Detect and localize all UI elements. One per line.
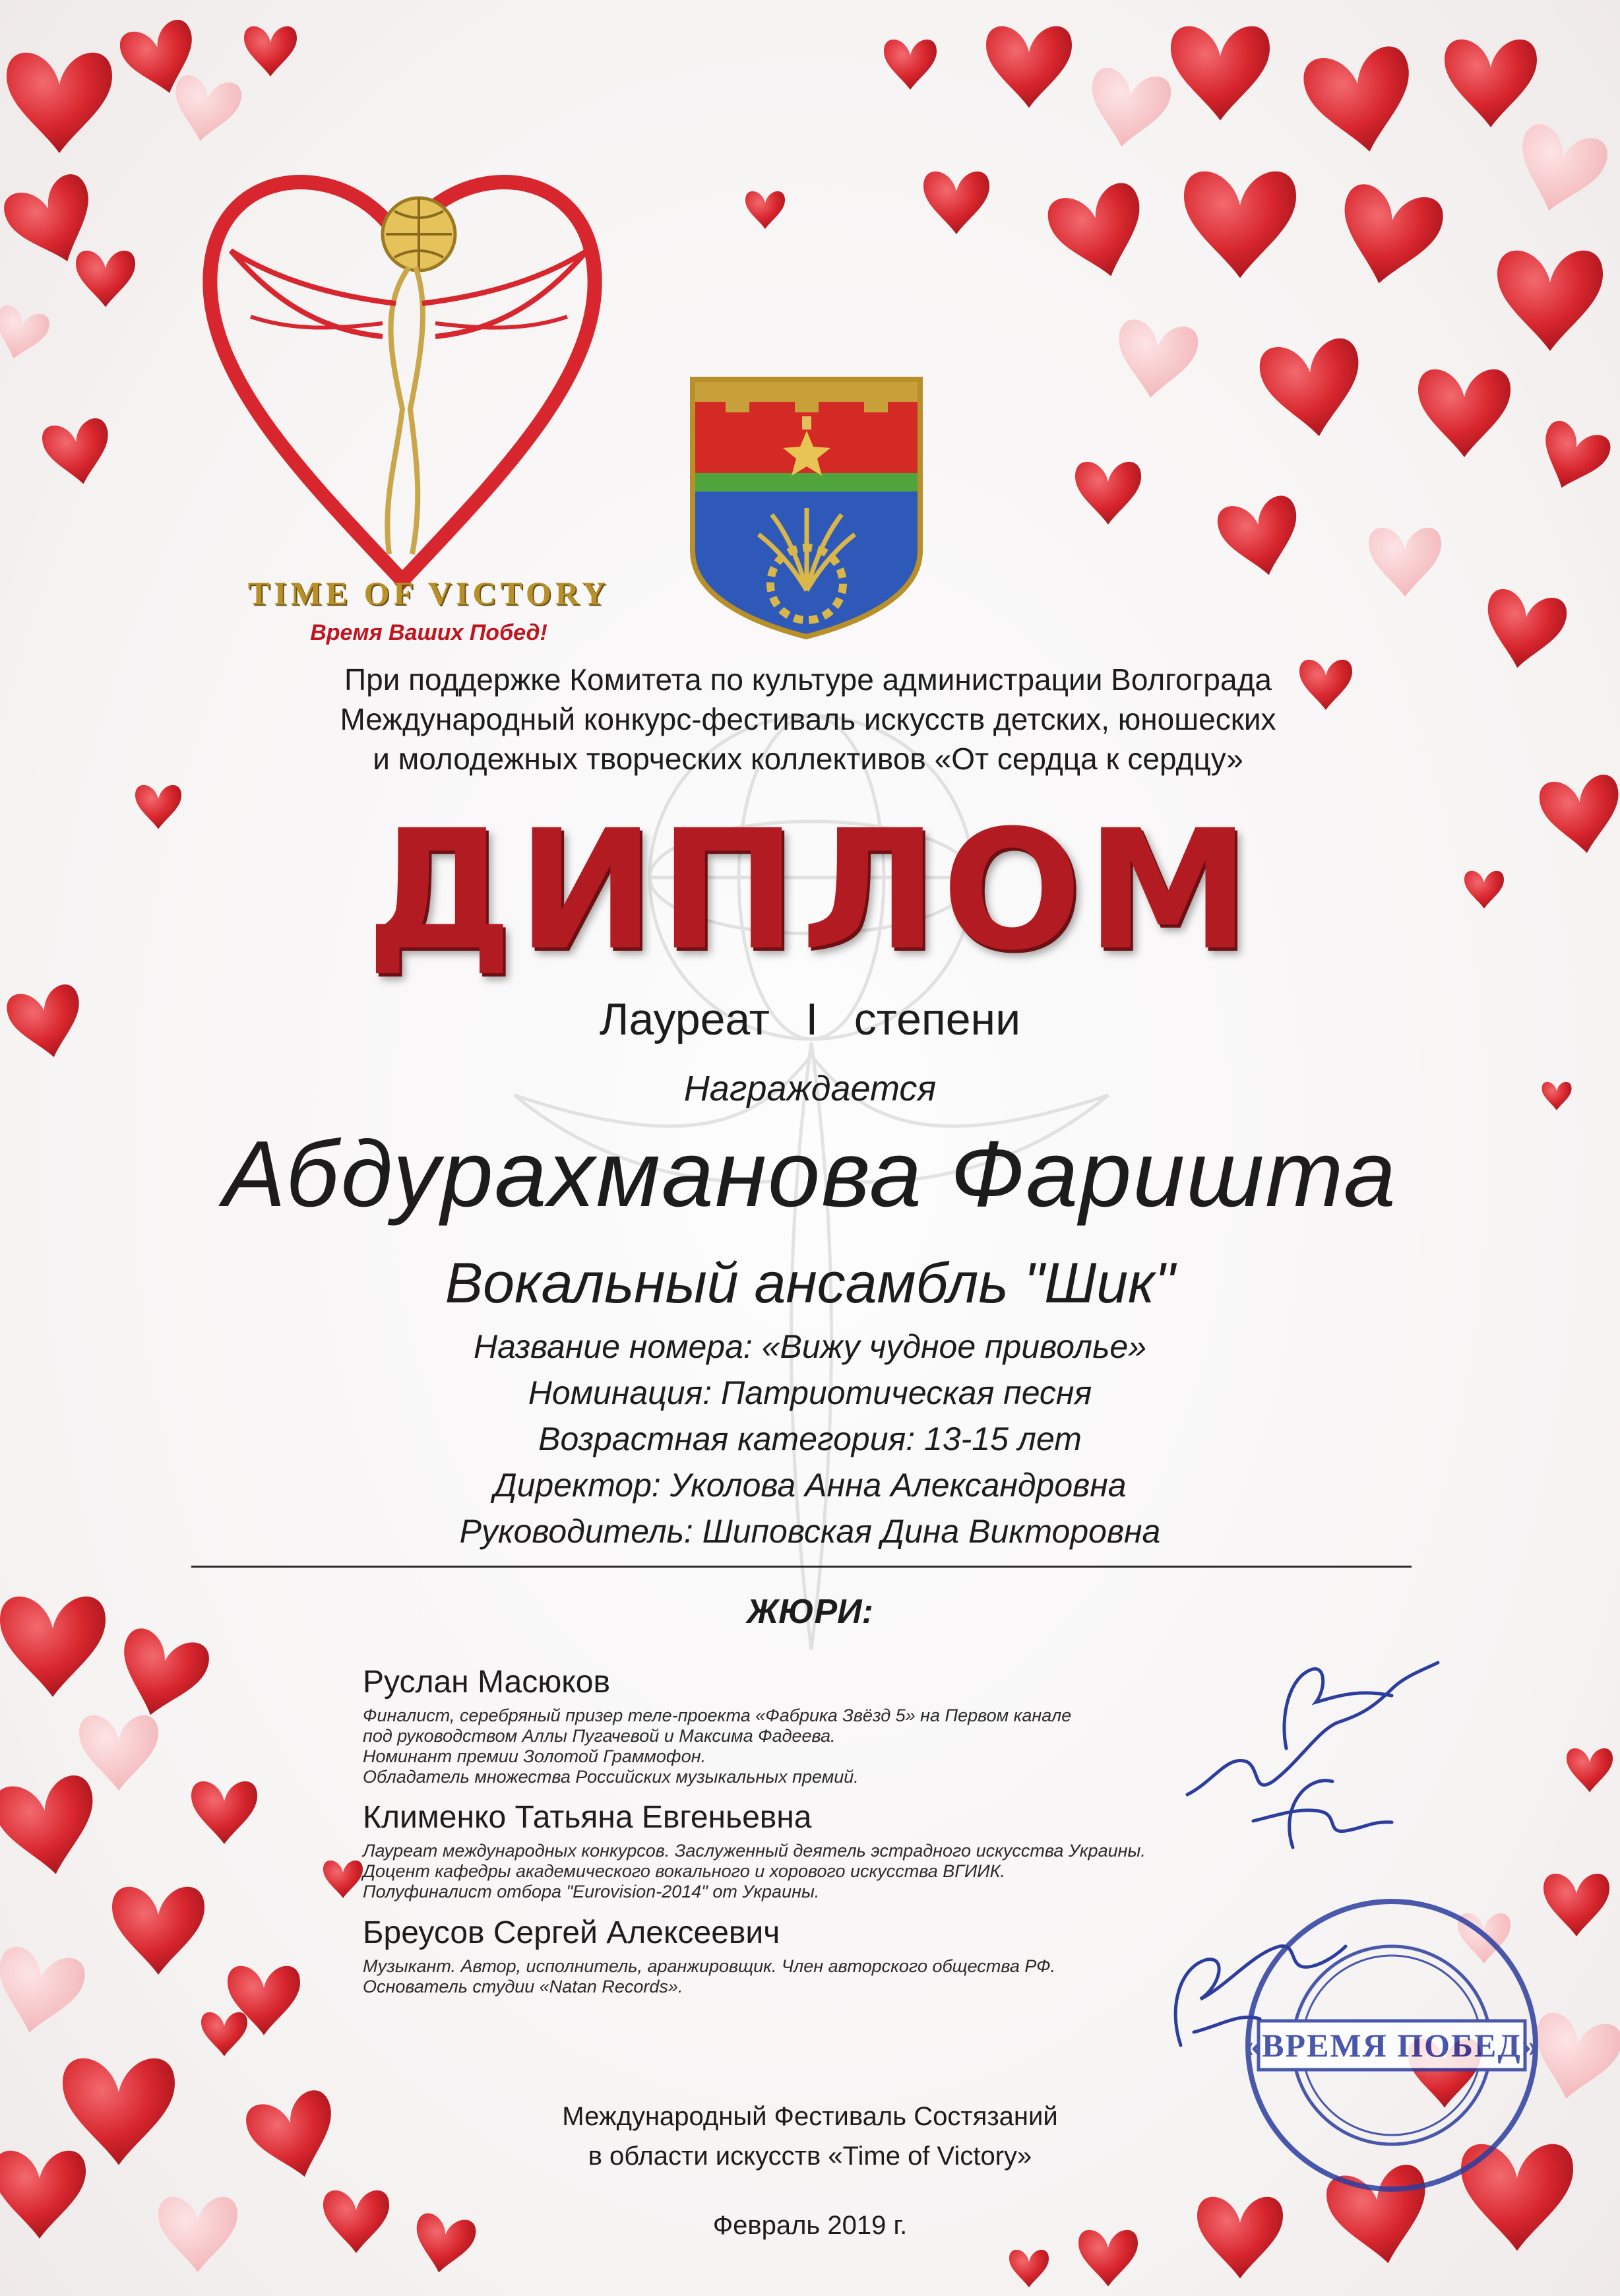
desc-line: Лауреат международных конкурсов. Заслуженный деятель эстрадного искусства Украины.: [363, 1841, 1146, 1861]
header-line: и молодежных творческих коллективов «От сердца к сердцу»: [373, 742, 1243, 776]
jury-member-name: Бреусов Сергей Алексеевич: [363, 1915, 780, 1950]
coat-of-arms-icon: [686, 373, 927, 643]
degree-number: I: [805, 994, 819, 1044]
laureate-degree: [0, 993, 1620, 1046]
time-of-victory-logo: [185, 132, 620, 660]
laureate-label: Лауреат: [599, 994, 770, 1044]
desc-line: Обладатель множества Российских музыкальных премий.: [363, 1767, 859, 1787]
degree-word: степени: [854, 994, 1021, 1044]
divider: [191, 1566, 1412, 1568]
detail-supervisor: Руководитель: Шиповская Дина Викторовна: [459, 1513, 1161, 1550]
footer-date: Февраль 2019 г.: [712, 2211, 908, 2240]
diploma-title: ДИПЛОМ: [365, 794, 1255, 986]
logo-subtitle: Время Ваших Побед!: [310, 620, 547, 645]
awarded-label: Награждается: [683, 1069, 937, 1108]
ensemble-name: Вокальный ансамбль "Шик": [445, 1252, 1175, 1315]
desc-line: Полуфиналист отбора "Eurovision-2014" от Украины.: [363, 1882, 820, 1901]
desc-line: Номинант премии Золотой Граммофон.: [363, 1746, 706, 1766]
desc-line: Музыкант. Автор, исполнитель, аранжировщик. Член авторского общества РФ.: [363, 1956, 1056, 1976]
detail-nomination: Номинация: Патриотическая песня: [528, 1374, 1092, 1411]
header-line: При поддержке Комитета по культуре администрации Волгограда: [344, 662, 1272, 697]
desc-line: Доцент кафедры академического вокального и хорового искусства ВГИИК.: [363, 1861, 1006, 1881]
jury-heading: ЖЮРИ:: [747, 1593, 873, 1631]
logo-title: TIME OF VICTORY: [247, 575, 610, 612]
jury-member-name: Клименко Татьяна Евгеньевна: [363, 1800, 812, 1835]
support-header: [198, 660, 1418, 779]
stamp-center-text: «ВРЕМЯ ПОБЕД»: [1244, 2027, 1540, 2064]
desc-line: под руководством Аллы Пугачевой и Максима Фадеева.: [363, 1726, 836, 1746]
detail-director: Директор: Уколова Анна Александровна: [493, 1467, 1127, 1504]
header-line: Международный конкурс-фестиваль искусств детских, юношеских: [340, 702, 1276, 736]
jury-member-name: Руслан Масюков: [363, 1665, 610, 1700]
desc-line: Основатель студии «Natan Records».: [363, 1977, 683, 1996]
footer-line: Международный Фестиваль Состязаний: [562, 2102, 1058, 2131]
recipient-name: Абдурахманова Фаришта: [223, 1122, 1397, 1227]
detail-age-category: Возрастная категория: 13-15 лет: [538, 1420, 1082, 1457]
footer-line: в области искусств «Time of Victory»: [588, 2142, 1032, 2171]
detail-piece: Название номера: «Вижу чудное приволье»: [474, 1328, 1146, 1365]
desc-line: Финалист, серебряный призер теле-проекта «Фабрика Звёзд 5» на Первом канале: [363, 1706, 1072, 1725]
signature-icon: [1174, 1649, 1451, 1887]
